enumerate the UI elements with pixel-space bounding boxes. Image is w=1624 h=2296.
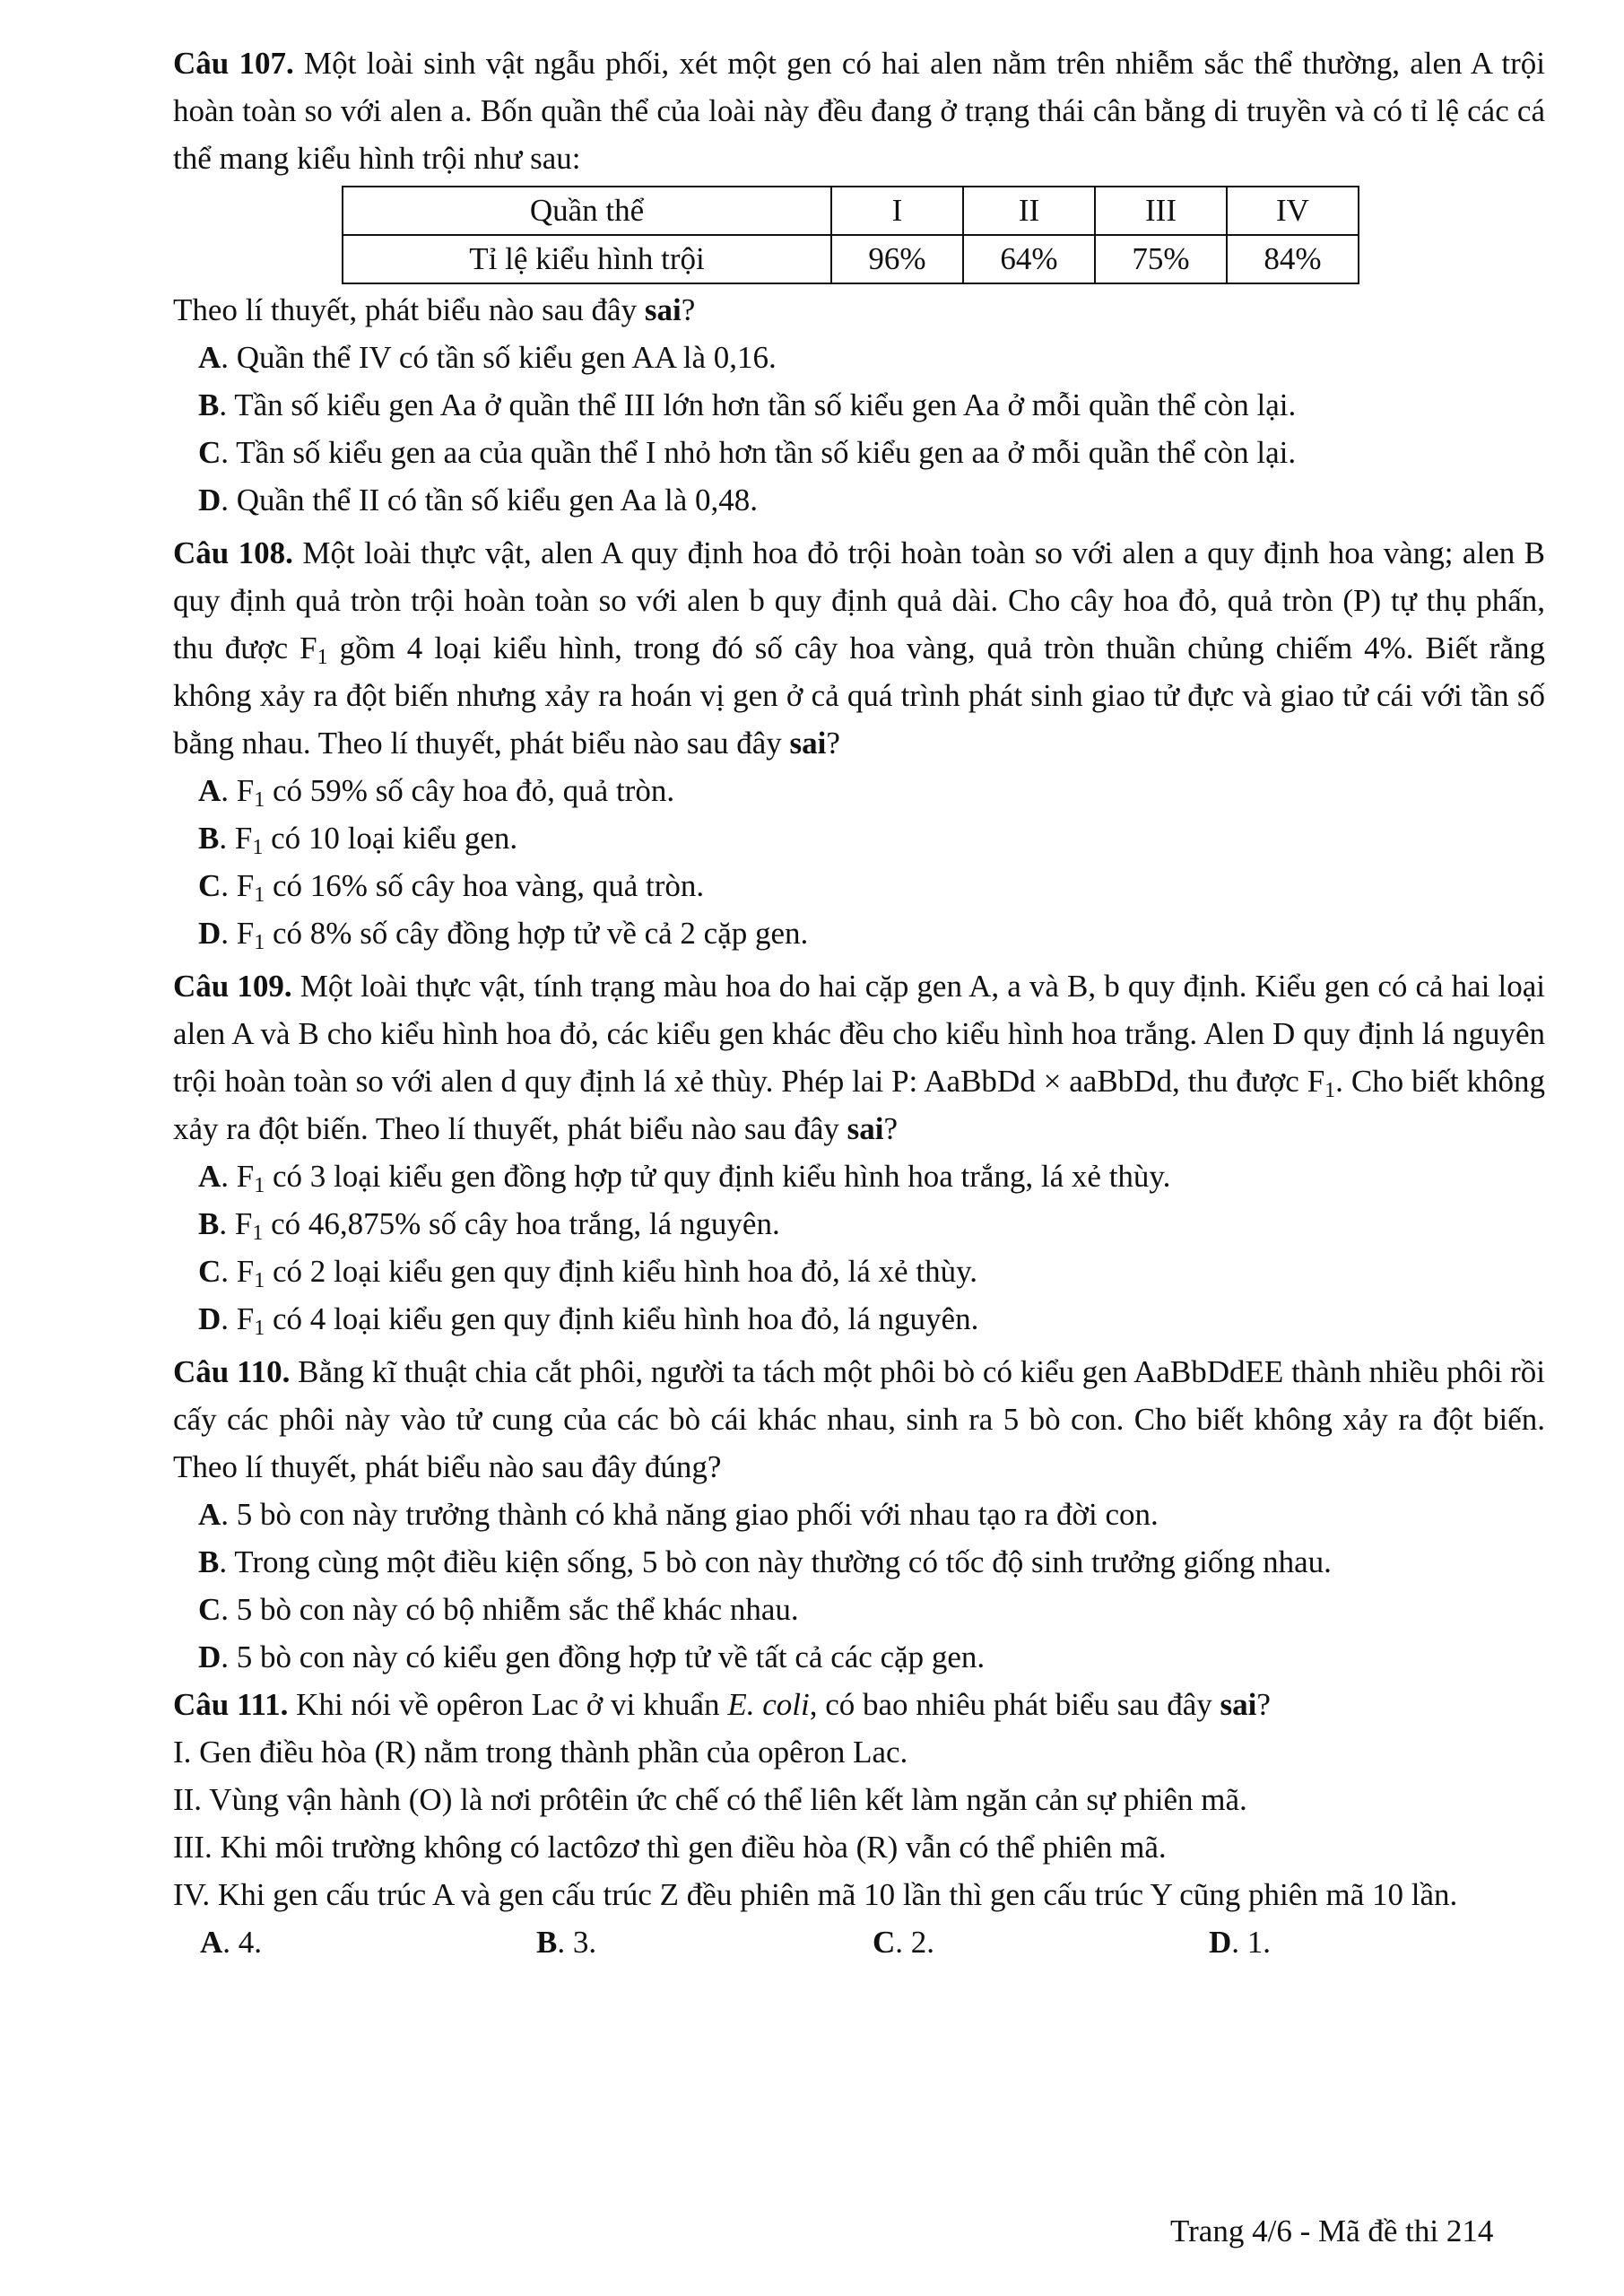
option-b: B. $F_1$ có 46,875% số cây hoa trắng, lá nguyên. — [198, 1206, 780, 1245]
table-cell: 84% — [1227, 235, 1359, 283]
table-cell: 64% — [963, 235, 1095, 283]
table-cell: II — [963, 187, 1095, 235]
question-107-ask: Theo lí thuyết, phát biểu nào sau đây sai? — [173, 292, 696, 327]
option-a: A. Quần thể IV có tần số kiểu gen AA là 0,16. — [198, 340, 777, 375]
question-number: Câu 107. — [173, 46, 294, 81]
table-cell: Quần thể — [343, 187, 831, 235]
option-b: B. $F_1$ có 10 loại kiểu gen. — [198, 821, 518, 859]
table-header-row — [343, 187, 1359, 235]
question-107-stem: Câu 107. Một loài sinh vật ngẫu phối, xét một gen có hai alen nằm trên nhiễm sắc thể thường, alen A trội hoàn toàn so với alen a. Bốn quần thể của loài này đều đang ở trạng thái cân bằng di truyền và có tỉ lệ các cá thể mang kiểu hình trội như sau: — [173, 46, 1546, 176]
table-row — [343, 235, 1359, 283]
option-d: D. $F_1$ có 8% số cây đồng hợp tử về cả 2 cặp gen. — [198, 916, 809, 954]
question-number: Câu 109. — [173, 969, 292, 1004]
statement-iv: IV. Khi gen cấu trúc A và gen cấu trúc Z đều phiên mã 10 lần thì gen cấu trúc Y cũng phiên mã 10 lần. — [173, 1877, 1458, 1912]
option-d: D. $F_1$ có 4 loại kiểu gen quy định kiểu hình hoa đỏ, lá nguyên. — [198, 1301, 979, 1340]
question-109-stem: Câu 109. Một loài thực vật, tính trạng màu hoa do hai cặp gen A, a và B, b quy định. Kiểu gen có cả hai loại alen A và B cho kiểu hình hoa đỏ, các kiểu gen khác đều cho kiểu hình hoa trắng. Alen D quy định lá nguyên trội hoàn toàn so với alen d quy định lá xẻ thùy. Phép lai P: AaBbDd × aaBbDd, thu được $F_1$. Cho biết không xảy ra đột biến. Theo lí thuyết, phát biểu nào sau đây sai? — [173, 969, 1546, 1146]
population-table — [342, 186, 1359, 284]
option-a: A. $F_1$ có 59% số cây hoa đỏ, quả tròn. — [198, 773, 675, 812]
statement-iii: III. Khi môi trường không có lactôzơ thì gen điều hòa (R) vẫn có thể phiên mã. — [173, 1830, 1167, 1865]
question-111-stem: Câu 111. Khi nói về opêron Lac ở vi khuẩn E. coli, có bao nhiêu phát biểu sau đây sai? — [173, 1687, 1271, 1722]
question-number: Câu 110. — [173, 1354, 291, 1389]
page-footer: Trang 4/6 - Mã đề thi 214 — [1170, 2213, 1494, 2248]
table-cell: III — [1095, 187, 1227, 235]
option-a: A. 4. — [200, 1925, 263, 1960]
question-number: Câu 108. — [173, 535, 293, 570]
option-c: C. 2. — [873, 1925, 935, 1960]
option-d: D. 1. — [1209, 1925, 1272, 1960]
exam-page — [173, 39, 1545, 1966]
question-110-stem: Câu 110. Bằng kĩ thuật chia cắt phôi, người ta tách một phôi bò có kiểu gen AaBbDdEE thành nhiều phôi rồi cấy các phôi này vào tử cung của các bò cái khác nhau, sinh ra 5 bò con. Cho biết không xảy ra đột biến. Theo lí thuyết, phát biểu nào sau đây đúng? — [173, 1354, 1545, 1484]
option-c: C. $F_1$ có 16% số cây hoa vàng, quả tròn. — [198, 868, 705, 907]
option-b: B. Tần số kiểu gen Aa ở quần thể III lớn hơn tần số kiểu gen Aa ở mỗi quần thể còn lại. — [198, 387, 1297, 422]
option-a: A. 5 bò con này trưởng thành có khả năng giao phối với nhau tạo ra đời con. — [198, 1497, 1159, 1532]
option-d: D. 5 bò con này có kiểu gen đồng hợp tử về tất cả các cặp gen. — [198, 1639, 986, 1674]
statement-ii: II. Vùng vận hành (O) là nơi prôtêin ức chế có thể liên kết làm ngăn cản sự phiên mã. — [173, 1782, 1247, 1817]
option-b: B. Trong cùng một điều kiện sống, 5 bò con này thường có tốc độ sinh trưởng giống nhau. — [198, 1544, 1332, 1579]
question-number: Câu 111. — [173, 1687, 289, 1722]
table-cell: Tỉ lệ kiểu hình trội — [343, 235, 831, 283]
option-c: C. Tần số kiểu gen aa của quần thể I nhỏ hơn tần số kiểu gen aa ở mỗi quần thể còn lại. — [198, 435, 1297, 470]
table-cell: IV — [1227, 187, 1359, 235]
answer-choices — [173, 1918, 1545, 1966]
option-d: D. Quần thể II có tần số kiểu gen Aa là 0,48. — [198, 483, 759, 517]
table-cell: 75% — [1095, 235, 1227, 283]
table-cell: I — [831, 187, 963, 235]
option-c: C. 5 bò con này có bộ nhiễm sắc thể khác nhau. — [198, 1592, 799, 1627]
question-108-stem: Câu 108. Một loài thực vật, alen A quy định hoa đỏ trội hoàn toàn so với alen a quy định hoa vàng; alen B quy định quả tròn trội hoàn toàn so với alen b quy định quả dài. Cho cây hoa đỏ, quả tròn (P) tự thụ phấn, thu được $F_1$ gồm 4 loại kiểu hình, trong đó số cây hoa vàng, quả tròn thuần chủng chiếm 4%. Biết rằng không xảy ra đột biến nhưng xảy ra hoán vị gen ở cả quá trình phát sinh giao tử đực và giao tử cái với tần số bằng nhau. Theo lí thuyết, phát biểu nào sau đây sai? — [173, 535, 1545, 761]
option-a: A. $F_1$ có 3 loại kiểu gen đồng hợp tử quy định kiểu hình hoa trắng, lá xẻ thùy. — [198, 1159, 1171, 1197]
option-c: C. $F_1$ có 2 loại kiểu gen quy định kiểu hình hoa đỏ, lá xẻ thùy. — [198, 1254, 978, 1292]
table-cell: 96% — [831, 235, 963, 283]
statement-i: I. Gen điều hòa (R) nằm trong thành phần của opêron Lac. — [173, 1735, 908, 1770]
option-b: B. 3. — [536, 1925, 597, 1960]
